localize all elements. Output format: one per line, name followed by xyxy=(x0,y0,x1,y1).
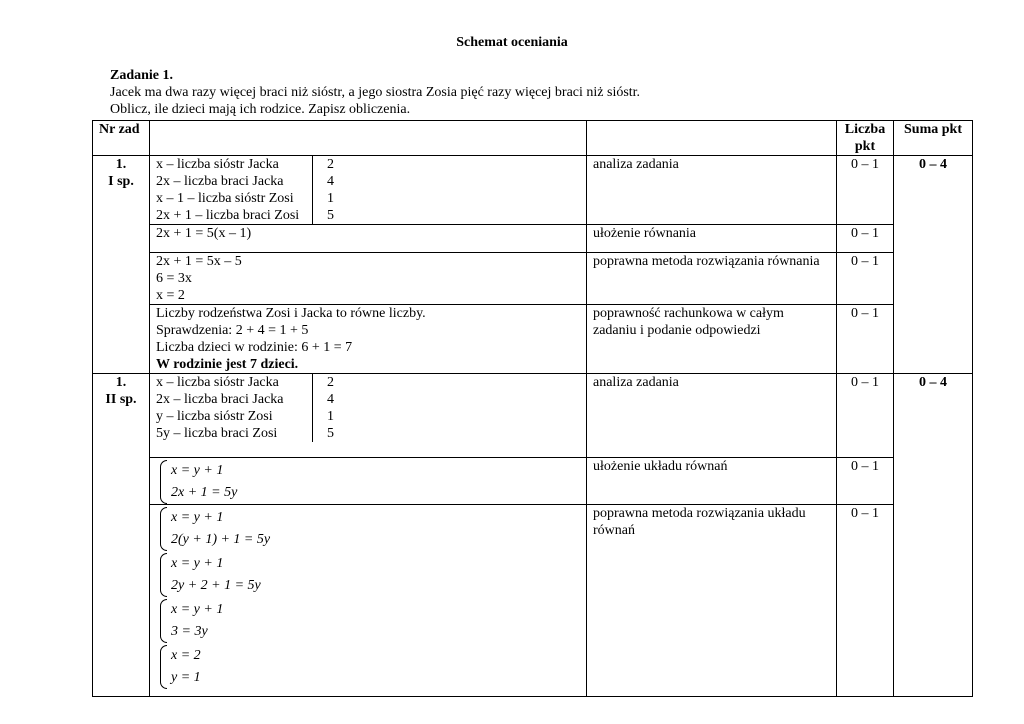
task-number-cell xyxy=(93,156,150,374)
task-heading: Zadanie 1. xyxy=(110,68,174,83)
equation: x = y + 1 xyxy=(171,463,224,478)
solution-line: x – liczba sióstr Jacka xyxy=(156,375,279,390)
brace-icon xyxy=(160,507,167,551)
table-row xyxy=(93,156,973,225)
table-row xyxy=(93,305,973,374)
equation: y = 1 xyxy=(171,670,201,685)
header-solution xyxy=(150,121,587,156)
solution-line: y – liczba sióstr Zosi xyxy=(156,409,273,424)
table-row xyxy=(93,253,973,305)
criterion-cell: analiza zadania xyxy=(587,374,837,458)
brace-icon xyxy=(160,645,167,689)
task-text-line-2: Oblicz, ile dzieci mają ich rodzice. Zapisz obliczenia. xyxy=(110,102,411,117)
table-row xyxy=(93,505,973,697)
criterion-cell: poprawna metoda rozwiązania równania xyxy=(587,253,837,305)
points-cell: 0 – 1 xyxy=(837,458,894,505)
value: 2 xyxy=(327,375,334,390)
solution-line: x = 2 xyxy=(156,288,185,303)
brace-icon xyxy=(160,460,167,504)
solution-line: Liczby rodzeństwa Zosi i Jacka to równe liczby. xyxy=(156,306,426,321)
grading-table xyxy=(92,120,973,697)
page-title: Schemat oceniania xyxy=(456,35,568,50)
task-number: 1. xyxy=(115,375,127,390)
solution-line: x – 1 – liczba sióstr Zosi xyxy=(156,191,294,206)
equation: 2(y + 1) + 1 = 5y xyxy=(171,532,271,547)
criterion-cell: poprawność rachunkowa w całym zadaniu i podanie odpowiedzi xyxy=(587,305,837,374)
task-number-cell xyxy=(93,374,150,697)
points-cell: 0 – 1 xyxy=(837,305,894,374)
value: 5 xyxy=(327,426,334,441)
header-points: Liczba pkt xyxy=(837,121,894,156)
equation-system xyxy=(160,553,580,597)
points-cell: 0 – 1 xyxy=(837,505,894,697)
equation-system xyxy=(160,645,580,689)
equation: x = y + 1 xyxy=(171,510,224,525)
value: 1 xyxy=(327,409,334,424)
method-label: I sp. xyxy=(108,174,134,189)
equation: 3 = 3y xyxy=(171,624,208,639)
solution-line: 2x – liczba braci Jacka xyxy=(156,392,284,407)
points-cell: 0 – 1 xyxy=(837,374,894,458)
points-cell: 0 – 1 xyxy=(837,225,894,253)
table-row xyxy=(93,225,973,253)
equation-system xyxy=(160,599,580,643)
solution-line: 6 = 3x xyxy=(156,271,192,286)
method-label: II sp. xyxy=(105,392,137,407)
header-criterion xyxy=(587,121,837,156)
criterion-cell: analiza zadania xyxy=(587,156,837,225)
final-answer: W rodzinie jest 7 dzieci. xyxy=(156,357,299,372)
equation: x = y + 1 xyxy=(171,602,224,617)
variables-list xyxy=(156,156,580,224)
solution-line: 2x – liczba braci Jacka xyxy=(156,174,284,189)
criterion-cell: poprawna metoda rozwiązania układu równań xyxy=(587,505,837,697)
variables-list xyxy=(156,374,580,442)
solution-cell xyxy=(150,374,587,458)
equation: x = 2 xyxy=(171,648,201,663)
equation: 2x + 1 = 5y xyxy=(171,485,238,500)
equation-system xyxy=(160,460,580,504)
solution-cell: 2x + 1 = 5(x – 1) xyxy=(150,225,587,253)
solution-cell xyxy=(150,305,587,374)
value: 1 xyxy=(327,191,334,206)
header-nr-zad: Nr zad xyxy=(93,121,150,156)
points-cell: 0 – 1 xyxy=(837,156,894,225)
sum-cell: 0 – 4 xyxy=(894,156,973,374)
sum-cell: 0 – 4 xyxy=(894,374,973,697)
solution-line: Liczba dzieci w rodzinie: 6 + 1 = 7 xyxy=(156,340,353,355)
solution-line: 2x + 1 – liczba braci Zosi xyxy=(156,208,300,223)
criterion-cell: ułożenie układu równań xyxy=(587,458,837,505)
solution-cell xyxy=(150,505,587,697)
value: 2 xyxy=(327,157,334,172)
criterion-cell: ułożenie równania xyxy=(587,225,837,253)
solution-line: Sprawdzenia: 2 + 4 = 1 + 5 xyxy=(156,323,309,338)
table-row xyxy=(93,374,973,458)
task-text-line-1: Jacek ma dwa razy więcej braci niż sióstr, a jego siostra Zosia pięć razy więcej braci niż sióstr. xyxy=(110,85,641,100)
solution-line: 5y – liczba braci Zosi xyxy=(156,426,278,441)
solution-cell xyxy=(150,458,587,505)
solution-cell xyxy=(150,156,587,225)
solution-line: 2x + 1 = 5x – 5 xyxy=(156,254,242,269)
brace-icon xyxy=(160,553,167,597)
value: 4 xyxy=(327,174,334,189)
solution-line: x – liczba sióstr Jacka xyxy=(156,157,279,172)
points-cell: 0 – 1 xyxy=(837,253,894,305)
solution-cell xyxy=(150,253,587,305)
equation-system xyxy=(160,507,580,551)
value: 5 xyxy=(327,208,334,223)
equation: x = y + 1 xyxy=(171,556,224,571)
header-sum: Suma pkt xyxy=(894,121,973,156)
value: 4 xyxy=(327,392,334,407)
equation: 2y + 2 + 1 = 5y xyxy=(171,578,261,593)
table-row xyxy=(93,458,973,505)
brace-icon xyxy=(160,599,167,643)
task-description xyxy=(110,67,640,118)
task-number: 1. xyxy=(115,157,127,172)
table-header-row xyxy=(93,121,973,156)
